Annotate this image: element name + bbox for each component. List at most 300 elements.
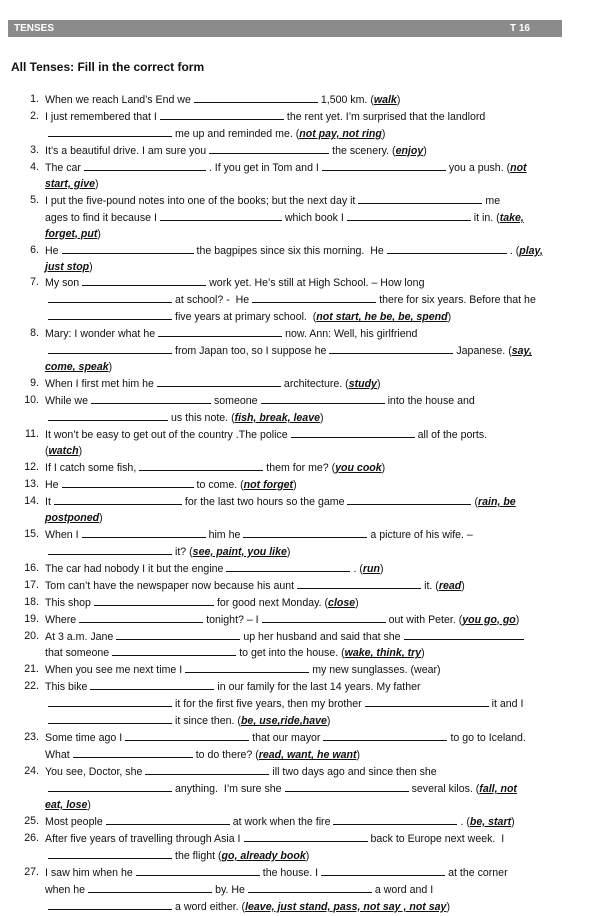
exercise-line [45, 210, 545, 227]
exercise-number: 12. [24, 460, 39, 473]
sentence-text: You see, Doctor, she [45, 766, 143, 779]
answer-blank[interactable] [79, 612, 203, 623]
sentence-text: . ( [353, 562, 363, 575]
exercise-line [45, 511, 545, 527]
answer-blank[interactable] [158, 326, 282, 337]
sentence-text: . ( [509, 244, 520, 257]
exercise-text [45, 143, 545, 160]
verb-hint: read, want, he want [258, 749, 357, 762]
exercise-item [0, 393, 602, 427]
sentence-text: I put the five-pound notes into one of the books; but the next day it [45, 194, 356, 207]
exercise-number: 2. [30, 109, 39, 122]
sentence-text: anything. I’m sure she [175, 783, 282, 796]
verb-hint: go, already book [221, 849, 306, 862]
verb-hint: come, speak [45, 361, 109, 374]
answer-blank[interactable] [285, 781, 409, 792]
exercise-number: 23. [24, 731, 39, 744]
exercise-number: 8. [30, 327, 39, 340]
sentence-text: At 3 a.m. Jane [45, 630, 114, 643]
sentence-text: ) [326, 715, 331, 728]
sentence-text: tonight? – I [206, 613, 259, 626]
exercise-number: 20. [24, 629, 39, 642]
sentence-text: ) [381, 127, 386, 140]
sentence-text: when he [45, 883, 86, 896]
sentence-text: ) [355, 596, 359, 609]
sentence-text: ) [376, 378, 381, 391]
sentence-text: the flight ( [175, 849, 222, 862]
sentence-text: my new sunglasses. (wear) [312, 664, 441, 677]
verb-hint: see, paint, you like [192, 545, 287, 558]
exercise-line [45, 764, 545, 781]
sentence-text: the rent yet. I’m surprised that the landlord [286, 110, 486, 123]
exercise-item [0, 326, 602, 376]
answer-blank[interactable] [48, 696, 172, 707]
sentence-text: several kilos. ( [411, 783, 480, 796]
verb-hint: eat, lose [45, 799, 88, 812]
sentence-text: that someone [45, 647, 110, 660]
exercise-text [45, 393, 545, 427]
exercise-text [45, 376, 545, 393]
answer-blank[interactable] [347, 210, 471, 221]
answer-blank[interactable] [48, 126, 172, 137]
exercise-line [45, 410, 545, 427]
exercise-number: 3. [30, 143, 39, 156]
exercise-number: 10. [24, 394, 39, 407]
sentence-text: by. He [215, 883, 245, 896]
answer-blank[interactable] [48, 309, 172, 320]
verb-hint: close [328, 596, 356, 609]
exercise-line [45, 848, 545, 865]
verb-hint: play, [519, 244, 543, 257]
exercise-item [0, 427, 602, 460]
answer-blank[interactable] [297, 578, 421, 589]
sentence-text: Mary: I wonder what he [45, 328, 156, 341]
sentence-text: all of the ports. [417, 429, 488, 442]
sentence-text: him he [208, 528, 241, 541]
answer-blank[interactable] [82, 527, 206, 538]
sentence-text: back to Europe next week. I [370, 832, 505, 845]
sentence-text: out with Peter. ( [388, 613, 463, 626]
exercise-text [45, 814, 545, 831]
sentence-text: This shop [45, 596, 91, 609]
exercise-number: 15. [24, 527, 39, 540]
answer-blank[interactable] [145, 764, 269, 775]
exercise-number: 27. [24, 865, 39, 878]
answer-blank[interactable] [48, 781, 172, 792]
exercise-line [45, 460, 545, 477]
answer-blank[interactable] [333, 814, 457, 825]
sentence-text: ) [286, 545, 291, 558]
sentence-text: it and I [491, 698, 524, 711]
answer-blank[interactable] [94, 595, 214, 606]
sentence-text: ) [89, 260, 93, 273]
answer-blank[interactable] [84, 160, 206, 171]
verb-hint: not forget [243, 478, 294, 491]
exercise-number: 21. [24, 663, 39, 676]
sentence-text: ) [319, 412, 324, 425]
sentence-text: to come. ( [196, 478, 244, 491]
sentence-text: ) [423, 144, 427, 157]
sentence-text: at school? - He [175, 294, 250, 307]
worksheet-header-bar [8, 20, 562, 37]
exercise-line [45, 831, 545, 848]
exercise-item [0, 578, 602, 595]
exercise-line [45, 260, 545, 276]
sentence-text: The car [45, 161, 81, 174]
sentence-text: now. Ann: Well, his girlfriend [285, 328, 418, 341]
sentence-text: ) [379, 562, 384, 575]
verb-hint: postponed [45, 511, 100, 524]
sentence-text: Some time ago I [45, 732, 123, 745]
sentence-text: someone [213, 395, 258, 408]
exercise-line [45, 882, 545, 899]
answer-blank[interactable] [48, 343, 172, 354]
exercise-number: 19. [24, 612, 39, 625]
sentence-text: When I first met him he [45, 378, 154, 391]
sentence-text: ) [421, 647, 425, 660]
exercise-line [45, 561, 545, 578]
sentence-text: the scenery. ( [332, 144, 396, 157]
sentence-text: to go to Iceland. [450, 732, 526, 745]
exercise-line [45, 160, 545, 177]
sentence-text: ) [447, 311, 452, 324]
worksheet-title: All Tenses: Fill in the correct form [11, 60, 205, 74]
sentence-text: ) [95, 177, 99, 190]
exercise-item [0, 243, 602, 276]
sentence-text: It’s a beautiful drive. I am sure you [45, 144, 207, 157]
verb-hint: just stop [45, 260, 90, 273]
sentence-text: After five years of travelling through Asia I [45, 832, 241, 845]
exercise-text [45, 662, 545, 679]
sentence-text: from Japan too, so I suppose he [175, 345, 327, 358]
sentence-text: into the house and [387, 395, 475, 408]
exercise-item [0, 814, 602, 831]
exercise-item [0, 275, 602, 326]
sentence-text: work yet. He’s still at High School. – How long [209, 277, 425, 290]
sentence-text: a word either. ( [175, 900, 246, 913]
answer-blank[interactable] [160, 109, 284, 120]
verb-hint: walk [373, 94, 397, 106]
verb-hint: be, start [469, 815, 512, 828]
sentence-text: it since then. ( [175, 715, 241, 728]
exercise-line [45, 109, 545, 126]
answer-blank[interactable] [347, 494, 471, 505]
exercise-text [45, 865, 545, 916]
exercise-number: 17. [24, 578, 39, 591]
sentence-text: When you see me next time I [45, 664, 183, 677]
answer-blank[interactable] [62, 243, 194, 254]
answer-blank[interactable] [73, 747, 193, 758]
sentence-text: ) [511, 815, 515, 828]
exercise-line [45, 376, 545, 393]
exercise-line [45, 865, 545, 882]
exercise-number: 22. [24, 680, 39, 693]
exercise-line [45, 798, 545, 814]
exercise-item [0, 831, 602, 865]
exercise-line [45, 227, 545, 243]
exercise-number: 9. [30, 377, 39, 390]
exercise-line [45, 713, 545, 730]
answer-blank[interactable] [322, 160, 446, 171]
answer-blank[interactable] [82, 275, 206, 286]
exercise-item [0, 143, 602, 160]
exercise-line [45, 899, 545, 916]
header-code: T 16 [509, 23, 530, 34]
exercise-text [45, 629, 545, 663]
exercise-item [0, 629, 602, 663]
exercise-item [0, 92, 602, 109]
exercise-item [0, 612, 602, 629]
sentence-text: . ( [460, 815, 470, 828]
sentence-text: It [45, 495, 51, 508]
exercise-line [45, 730, 545, 747]
sentence-text: If I catch some fish, [45, 461, 137, 474]
exercise-text [45, 578, 545, 595]
answer-blank[interactable] [48, 713, 172, 724]
sentence-text: ) [108, 361, 113, 374]
answer-blank[interactable] [116, 629, 240, 640]
exercise-line [45, 645, 545, 662]
answer-blank[interactable] [90, 679, 214, 690]
verb-hint: study [348, 378, 377, 391]
answer-blank[interactable] [404, 629, 524, 640]
sentence-text: a word and I [374, 883, 434, 896]
answer-blank[interactable] [125, 730, 249, 741]
exercise-line [45, 193, 545, 210]
exercise-item [0, 160, 602, 193]
sentence-text: me up and reminded me. ( [175, 127, 300, 140]
exercise-line [45, 444, 545, 460]
exercise-line [45, 747, 545, 764]
exercise-line [45, 343, 545, 360]
verb-hint: be, use,ride,have [240, 715, 327, 728]
exercise-number: 13. [24, 477, 39, 490]
exercise-text [45, 326, 545, 376]
sentence-text: Most people [45, 815, 103, 828]
sentence-text: I just remembered that I [45, 110, 157, 123]
verb-hint: fish, break, leave [234, 412, 320, 425]
verb-hint: rain, be [478, 495, 516, 508]
answer-blank[interactable] [209, 143, 329, 154]
exercise-text [45, 561, 545, 578]
sentence-text: ( [474, 495, 479, 508]
sentence-text: that our mayor [252, 732, 321, 745]
exercise-item [0, 679, 602, 730]
answer-blank[interactable] [262, 612, 386, 623]
sentence-text: He [45, 478, 59, 491]
exercise-number: 16. [24, 561, 39, 574]
answer-blank[interactable] [358, 193, 482, 204]
sentence-text: ) [293, 478, 297, 491]
exercise-line [45, 326, 545, 343]
exercise-list [0, 92, 602, 916]
answer-blank[interactable] [321, 865, 445, 876]
sentence-text: a picture of his wife. – [370, 528, 473, 541]
answer-blank[interactable] [185, 662, 309, 673]
exercise-text [45, 193, 545, 243]
exercise-line [45, 360, 545, 376]
answer-blank[interactable] [91, 393, 211, 404]
verb-hint: not [510, 161, 527, 174]
answer-blank[interactable] [329, 343, 453, 354]
sentence-text: at work when the fire [232, 815, 331, 828]
answer-blank[interactable] [54, 494, 182, 505]
verb-hint: you cook [335, 461, 382, 474]
exercise-number: 4. [30, 160, 39, 173]
exercise-item [0, 109, 602, 143]
exercise-item [0, 561, 602, 578]
answer-blank[interactable] [139, 460, 263, 471]
sentence-text: to get into the house. ( [239, 647, 345, 660]
answer-blank[interactable] [136, 865, 260, 876]
verb-hint: you go, go [462, 613, 516, 626]
sentence-text: When I [45, 528, 79, 541]
answer-blank[interactable] [160, 210, 282, 221]
answer-blank[interactable] [62, 477, 194, 488]
verb-hint: fall, not [479, 783, 517, 796]
answer-blank[interactable] [48, 544, 172, 555]
exercise-item [0, 595, 602, 612]
answer-blank[interactable] [48, 848, 172, 859]
answer-blank[interactable] [48, 292, 172, 303]
exercise-text [45, 109, 545, 143]
sentence-text: five years at primary school. ( [175, 311, 317, 324]
sentence-text: Japanese. ( [456, 345, 512, 358]
sentence-text: ) [356, 749, 360, 762]
verb-hint: watch [48, 445, 79, 458]
exercise-line [45, 814, 545, 831]
exercise-item [0, 865, 602, 916]
exercise-item [0, 662, 602, 679]
verb-hint: forget, put [45, 227, 98, 240]
sentence-text: it? ( [175, 545, 193, 558]
sentence-text: ) [97, 227, 101, 240]
exercise-number: 6. [30, 243, 39, 256]
sentence-text: in our family for the last 14 years. My father [217, 681, 421, 694]
verb-hint: start, give [45, 177, 96, 190]
sentence-text: . If you get in Tom and I [208, 161, 319, 174]
verb-hint: not pay, not ring [299, 127, 382, 140]
answer-blank[interactable] [244, 831, 368, 842]
sentence-text: there for six years. Before that he [379, 294, 536, 307]
exercise-line [45, 393, 545, 410]
answer-blank[interactable] [365, 696, 489, 707]
exercise-text [45, 831, 545, 865]
exercise-line [45, 595, 545, 612]
sentence-text: It won’t be easy to get out of the country .The police [45, 429, 288, 442]
exercise-line [45, 275, 545, 292]
answer-blank[interactable] [48, 899, 172, 910]
exercise-number: 5. [30, 193, 39, 206]
verb-hint: wake, think, try [344, 647, 422, 660]
exercise-text [45, 460, 545, 477]
exercise-text [45, 243, 545, 276]
answer-blank[interactable] [226, 561, 350, 572]
sentence-text: for good next Monday. ( [216, 596, 329, 609]
sentence-text: ages to find it because I [45, 211, 157, 224]
answer-blank[interactable] [248, 882, 372, 893]
exercise-text [45, 612, 545, 629]
exercise-line [45, 629, 545, 646]
exercise-line [45, 544, 545, 561]
exercise-text [45, 679, 545, 730]
sentence-text: Where [45, 613, 77, 626]
exercise-line [45, 292, 545, 309]
answer-blank[interactable] [194, 92, 318, 103]
sentence-text: for the last two hours so the game [184, 495, 345, 508]
answer-blank[interactable] [106, 814, 230, 825]
exercise-item [0, 193, 602, 243]
exercise-text [45, 477, 545, 494]
sentence-text: While we [45, 395, 88, 408]
answer-blank[interactable] [323, 730, 447, 741]
exercise-text [45, 527, 545, 561]
exercise-text [45, 494, 545, 527]
verb-hint: enjoy [395, 144, 424, 157]
sentence-text: architecture. ( [283, 378, 349, 391]
exercise-line [45, 781, 545, 798]
answer-blank[interactable] [261, 393, 385, 404]
exercise-line [45, 477, 545, 494]
exercise-line [45, 92, 545, 109]
exercise-text [45, 595, 545, 612]
sentence-text: at the corner [448, 866, 508, 879]
answer-blank[interactable] [252, 292, 376, 303]
exercise-number: 25. [24, 814, 39, 827]
exercise-number: 11. [25, 428, 39, 441]
exercise-item [0, 460, 602, 477]
exercise-line [45, 679, 545, 696]
exercise-line [45, 527, 545, 544]
exercise-line [45, 494, 545, 511]
sentence-text: ( [45, 445, 49, 458]
exercise-text [45, 730, 545, 764]
exercise-text [45, 275, 545, 326]
verb-hint: read [438, 579, 462, 592]
exercise-item [0, 764, 602, 814]
sentence-text: to do there? ( [195, 749, 259, 762]
answer-blank[interactable] [48, 410, 168, 421]
sentence-text: What [45, 749, 70, 762]
sentence-text: ) [87, 799, 91, 812]
answer-blank[interactable] [387, 243, 507, 254]
sentence-text: the bagpipes since six this morning. He [196, 244, 384, 257]
sentence-text: it in. ( [473, 211, 500, 224]
sentence-text: it. ( [424, 579, 439, 592]
sentence-text: ) [381, 461, 386, 474]
verb-hint: leave, just stand, pass, not say , not say [245, 900, 447, 913]
answer-blank[interactable] [157, 376, 281, 387]
exercise-line [45, 177, 545, 193]
sentence-text: us this note. ( [171, 412, 235, 425]
sentence-text: He [45, 244, 59, 257]
exercise-number: 24. [24, 765, 39, 778]
sentence-text: which book I [284, 211, 344, 224]
exercise-number: 18. [24, 595, 39, 608]
exercise-text [45, 92, 545, 109]
exercise-line [45, 662, 545, 679]
answer-blank[interactable] [112, 645, 236, 656]
answer-blank[interactable] [291, 427, 415, 438]
sentence-text: ) [515, 613, 520, 626]
sentence-text: ill two days ago and since then she [272, 766, 437, 779]
verb-hint: take, [499, 211, 524, 224]
sentence-text: My son [45, 277, 80, 290]
answer-blank[interactable] [243, 527, 367, 538]
answer-blank[interactable] [88, 882, 212, 893]
exercise-line [45, 243, 545, 260]
exercise-line [45, 126, 545, 143]
